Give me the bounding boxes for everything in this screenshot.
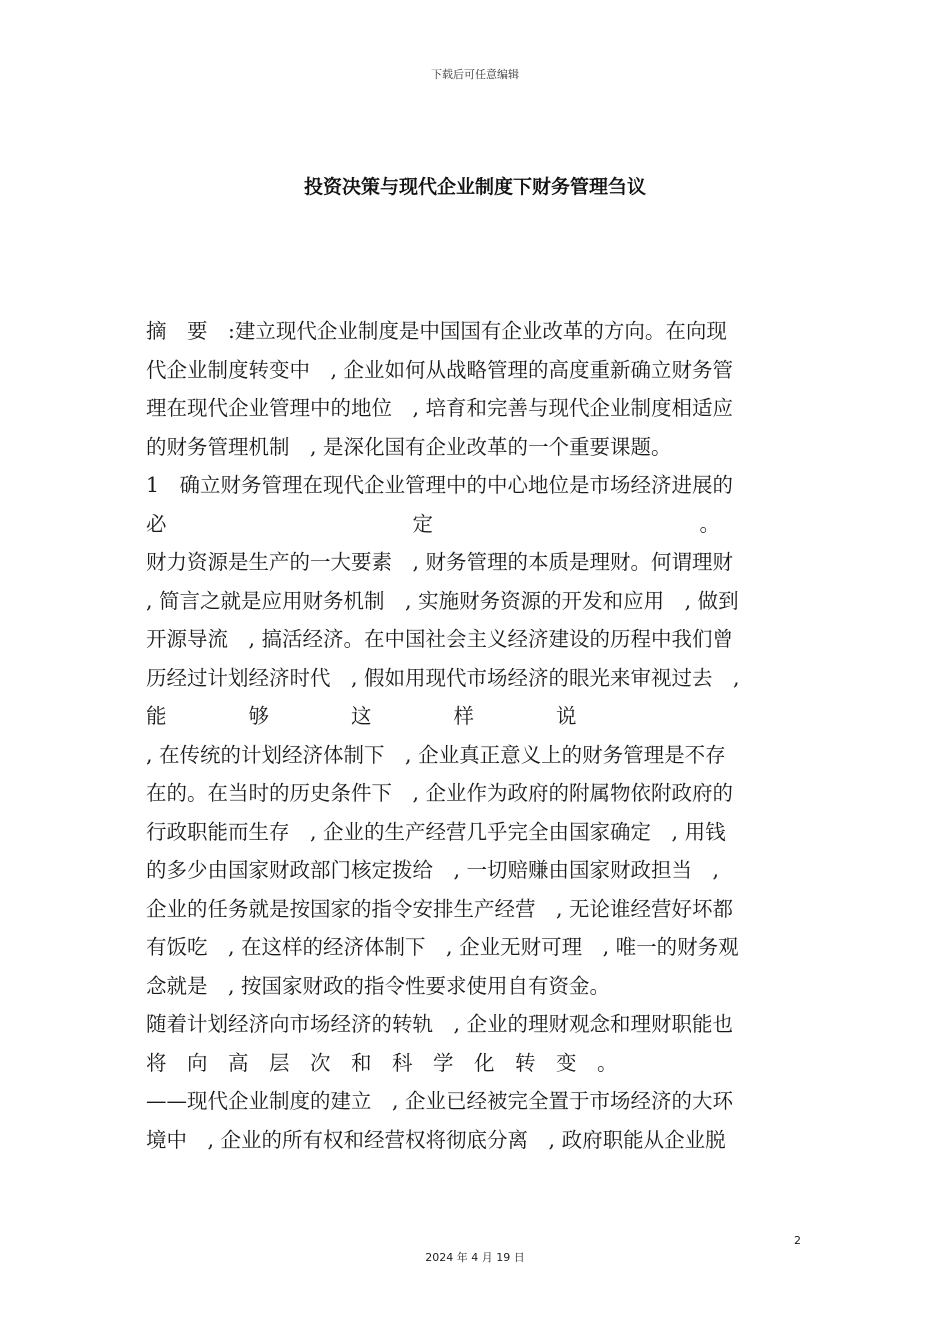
- page-number: 2: [794, 1234, 801, 1247]
- body-line: 念就是 , 按国家财政的指令性要求使用自有资金。: [146, 973, 611, 998]
- body-line: 的多少由国家财政部门核定拨给 , 一切赔赚由国家财政担当 ,: [146, 858, 720, 882]
- body-line: , 简言之就是应用财务机制 , 实施财务资源的开发和应用 , 做到: [146, 588, 739, 613]
- body-line: 摘 要 :建立现代企业制度是中国国有企业改革的方向。在向现: [146, 319, 727, 343]
- body-line: 代企业制度转变中 , 企业如何从战略管理的高度重新确立财务管: [146, 357, 734, 382]
- body-line: 有饭吃 , 在这样的经济体制下 , 企业无财可理 , 唯一的财务观: [146, 935, 739, 959]
- body-line: 历经过计划经济时代 , 假如用现代市场经济的眼光来审视过去 ,: [146, 665, 740, 690]
- document-title: 投资决策与现代企业制度下财务管理刍议: [303, 176, 646, 198]
- body-line: ——现代企业制度的建立 , 企业已经被完全置于市场经济的大环: [146, 1089, 734, 1113]
- body-line: 理在现代企业管理中的地位 , 培育和完善与现代企业制度相适应: [146, 396, 734, 420]
- body-line: 行政职能而生存 , 企业的生产经营几乎完全由国家确定 , 用钱: [146, 819, 726, 844]
- body-line: 能 够 这 样 说: [146, 704, 577, 728]
- body-line: 财力资源是生产的一大要素 , 财务管理的本质是理财。何谓理财: [146, 550, 734, 574]
- page-footer-date: 2024 年 4 月 19 日: [425, 1251, 525, 1264]
- body-line: 企业的任务就是按国家的指令安排生产经营 , 无论谁经营好坏都: [146, 896, 734, 921]
- body-line: 将 向 高 层 次 和 科 学 化 转 变 。: [146, 1050, 618, 1075]
- body-line: 随着计划经济向市场经济的转轨 , 企业的理财观念和理财职能也: [146, 1012, 734, 1036]
- body-line: 在的。在当时的历史条件下 , 企业作为政府的附属物依附政府的: [146, 781, 734, 805]
- body-line: 境中 , 企业的所有权和经营权将彻底分离 , 政府职能从企业脱: [146, 1127, 726, 1152]
- body-line: 必 定 。: [146, 511, 720, 536]
- body-line: 开源导流 , 搞活经济。在中国社会主义经济建设的历程中我们曾: [146, 627, 734, 651]
- body-line: 1 确立财务管理在现代企业管理中的中心地位是市场经济进展的: [146, 473, 734, 497]
- body-line: , 在传统的计划经济体制下 , 企业真正意义上的财务管理是不存: [146, 742, 726, 767]
- document-body: [146, 312, 810, 1159]
- page-header: 下载后可任意编辑: [431, 68, 519, 81]
- body-line: 的财务管理机制 , 是深化国有企业改革的一个重要课题。: [146, 434, 672, 459]
